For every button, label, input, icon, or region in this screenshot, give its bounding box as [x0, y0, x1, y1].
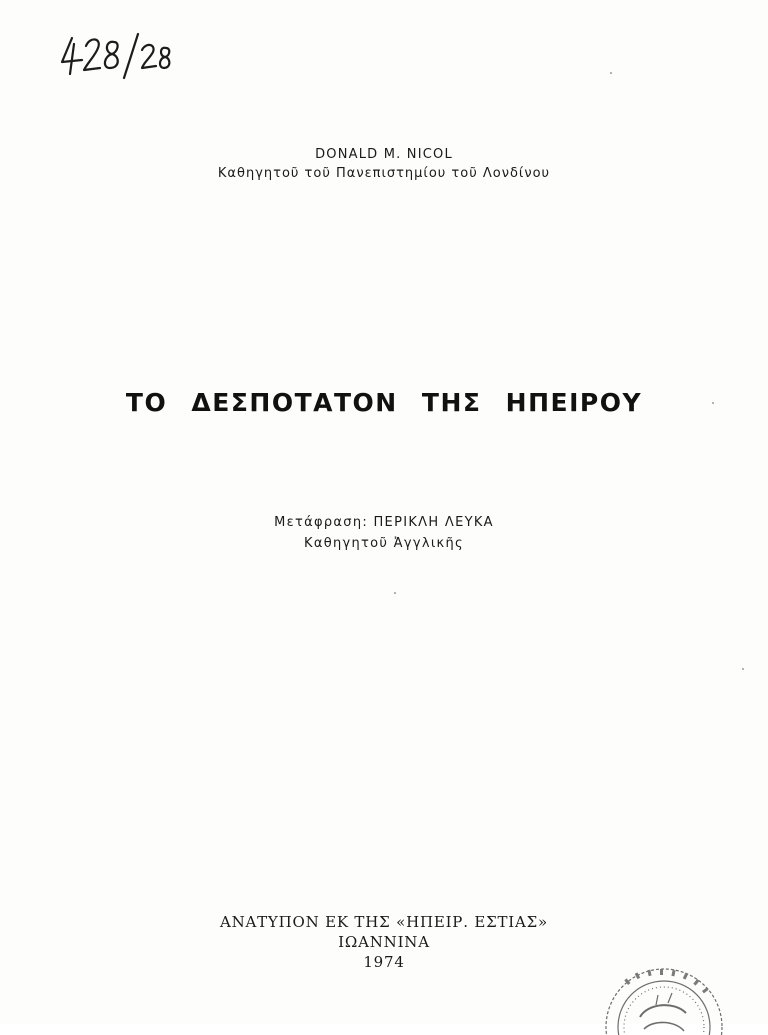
- handwritten-shelf-mark: [58, 30, 178, 80]
- paper-speck: [394, 592, 396, 594]
- paper-speck: [742, 668, 744, 670]
- imprint-source: ΑΝΑΤΥΠΟΝ ΕΚ ΤΗΣ «ΗΠΕΙΡ. ΕΣΤΙΑΣ»: [219, 913, 549, 931]
- imprint-block: [0, 912, 768, 972]
- library-stamp-icon: [596, 965, 726, 1035]
- author-affiliation: Καθηγητοῦ τοῦ Πανεπιστημίου τοῦ Λονδίνου: [217, 166, 551, 181]
- author-name: DONALD M. NICOL: [315, 147, 453, 162]
- translator-name: Μετάφραση: ΠΕΡΙΚΛΗ ΛΕΥΚΑ: [274, 515, 494, 530]
- imprint-year: 1974: [363, 953, 405, 971]
- book-title: ΤΟ ΔΕΣΠΟΤΑΤΟΝ ΤΗΣ ΗΠΕΙΡΟΥ: [125, 388, 643, 417]
- paper-speck: [610, 72, 612, 74]
- paper-speck: [712, 402, 714, 404]
- translator-block: [0, 515, 768, 551]
- imprint-city: ΙΩΑΝΝΙΝΑ: [338, 933, 430, 951]
- author-block: [0, 147, 768, 181]
- translator-affiliation: Καθηγητοῦ Ἀγγλικῆς: [304, 536, 464, 551]
